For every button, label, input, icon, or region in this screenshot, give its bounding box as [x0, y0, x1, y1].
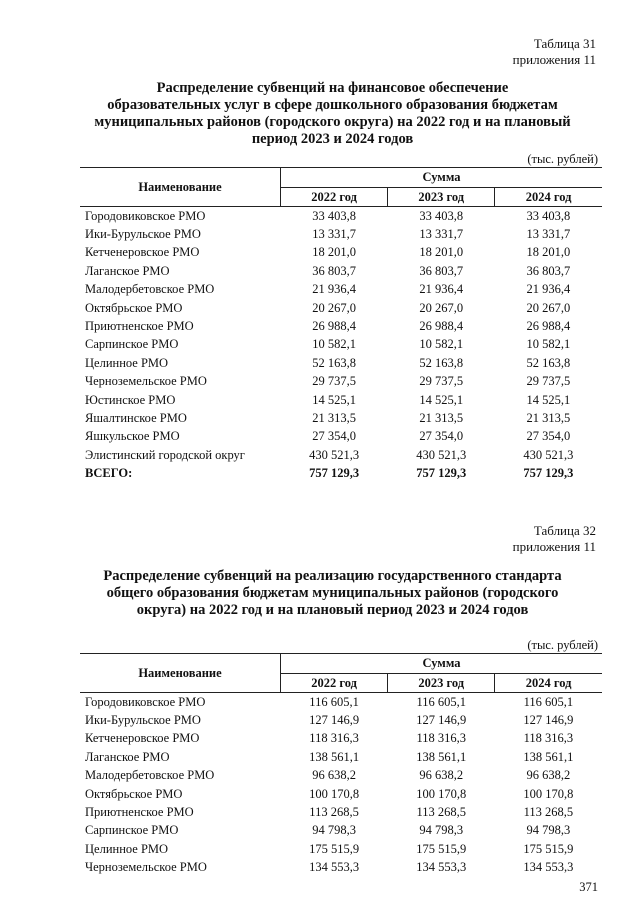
cell-value: 29 737,5: [526, 374, 571, 389]
cell-value: 118 316,3: [523, 731, 574, 746]
units-label: (тыс. рублей): [527, 638, 598, 652]
cell-name: Городовиковское РМО: [85, 208, 206, 223]
cell-value: 33 403,8: [526, 208, 571, 223]
cell-value: 21 313,5: [419, 410, 464, 425]
cell-value: 13 331,7: [312, 227, 356, 242]
cell-value: 113 268,5: [416, 805, 466, 820]
cell-value: 26 988,4: [526, 319, 571, 334]
cell-value: 134 553,3: [416, 860, 467, 875]
cell-value: 27 354,0: [526, 429, 571, 444]
cell-name: Приютненское РМО: [85, 805, 194, 820]
cell-name: Ики-Бурульское РМО: [85, 227, 201, 242]
table-row: [80, 373, 602, 391]
cell-value: 757 129,3: [416, 466, 467, 481]
table-body: [80, 693, 602, 877]
cell-value: 118 316,3: [416, 731, 466, 746]
table-row: [80, 225, 602, 243]
cell-value: 96 638,2: [312, 768, 356, 783]
title-line: общего образования бюджетам муниципальных районов (городского: [106, 585, 559, 601]
cell-value: 20 267,0: [526, 300, 571, 315]
cell-name: Октябрьское РМО: [85, 300, 183, 315]
cell-value: 100 170,8: [523, 786, 574, 801]
cell-name: Черноземельское РМО: [85, 374, 207, 389]
table-row: [80, 767, 602, 785]
cell-name: Черноземельское РМО: [85, 860, 207, 875]
cell-value: 138 561,1: [523, 749, 574, 764]
table-row: [80, 822, 602, 840]
cell-value: 175 515,9: [309, 841, 360, 856]
cell-value: 14 525,1: [526, 392, 571, 407]
cell-value: 118 316,3: [309, 731, 359, 746]
table-31-title: [60, 80, 605, 148]
cell-name: Яшалтинское РМО: [85, 410, 187, 425]
header-name: Наименование: [80, 654, 281, 693]
cell-value: 13 331,7: [419, 227, 464, 242]
cell-name: Целинное РМО: [85, 355, 169, 370]
header-sum: Сумма: [281, 654, 603, 674]
cell-value: 52 163,8: [312, 355, 356, 370]
units-label: (тыс. рублей): [527, 152, 598, 166]
cell-value: 10 582,1: [419, 337, 464, 352]
cell-value: 36 803,7: [312, 263, 356, 278]
cell-value: 21 313,5: [526, 410, 571, 425]
cell-value: 10 582,1: [526, 337, 571, 352]
header-year: 2024 год: [495, 674, 602, 693]
cell-value: 175 515,9: [523, 841, 574, 856]
table-row: [80, 730, 602, 748]
title-line: период 2023 и 2024 годов: [251, 131, 414, 147]
table-row: [80, 207, 602, 226]
header-year: 2023 год: [388, 674, 495, 693]
cell-value: 29 737,5: [419, 374, 464, 389]
cell-value: 18 201,0: [526, 245, 571, 260]
cell-value: 21 936,4: [419, 282, 464, 297]
table-row: [80, 748, 602, 766]
cell-value: 94 798,3: [419, 823, 464, 838]
cell-name: Целинное РМО: [85, 841, 169, 856]
cell-value: 138 561,1: [309, 749, 360, 764]
cell-value: 33 403,8: [312, 208, 356, 223]
cell-name: Кетченеровское РМО: [85, 731, 200, 746]
cell-value: 757 129,3: [309, 466, 360, 481]
cell-name: Лаганское РМО: [85, 263, 170, 278]
table-row: [80, 281, 602, 299]
table-row: [80, 785, 602, 803]
table-row: [80, 244, 602, 262]
table-row: [80, 428, 602, 446]
cell-value: 21 936,4: [312, 282, 356, 297]
cell-name: Приютненское РМО: [85, 319, 194, 334]
table-32: [80, 653, 602, 877]
table-row: [80, 840, 602, 858]
cell-name: ВСЕГО:: [85, 466, 133, 481]
cell-name: Октябрьское РМО: [85, 786, 183, 801]
table-31: [80, 167, 602, 483]
cell-value: 757 129,3: [523, 466, 574, 481]
caption-line: приложения 11: [512, 52, 596, 67]
cell-value: 27 354,0: [419, 429, 464, 444]
caption-line: приложения 11: [512, 539, 596, 554]
table-32-title: [60, 568, 605, 619]
table-row: [80, 317, 602, 335]
cell-name: Кетченеровское РМО: [85, 245, 200, 260]
table-row: [80, 409, 602, 427]
cell-name: Элистинский городской округ: [85, 447, 245, 462]
cell-name: Городовиковское РМО: [85, 694, 206, 709]
cell-value: 430 521,3: [309, 447, 360, 462]
cell-value: 138 561,1: [416, 749, 467, 764]
cell-value: 33 403,8: [419, 208, 464, 223]
cell-value: 430 521,3: [523, 447, 574, 462]
cell-value: 52 163,8: [526, 355, 571, 370]
table-row: [80, 336, 602, 354]
caption-line: Таблица 32: [533, 523, 596, 538]
cell-value: 116 605,1: [309, 694, 359, 709]
cell-value: 94 798,3: [312, 823, 356, 838]
cell-value: 113 268,5: [309, 805, 359, 820]
cell-value: 134 553,3: [523, 860, 574, 875]
header-year: 2024 год: [495, 188, 602, 207]
cell-value: 94 798,3: [526, 823, 571, 838]
cell-value: 116 605,1: [523, 694, 574, 709]
cell-value: 127 146,9: [523, 713, 574, 728]
cell-value: 116 605,1: [416, 694, 466, 709]
cell-value: 21 313,5: [312, 410, 356, 425]
cell-name: Сарпинское РМО: [85, 337, 179, 352]
table-row: [80, 711, 602, 729]
table-body: [80, 207, 602, 483]
title-line: Распределение субвенций на реализацию государственного стандарта: [103, 568, 562, 584]
cell-value: 96 638,2: [526, 768, 571, 783]
table-row: [80, 299, 602, 317]
table-row: [80, 859, 602, 877]
title-line: округа) на 2022 год и на плановый период 2023 и 2024 годов: [136, 602, 529, 618]
page-number: 371: [579, 880, 598, 894]
cell-value: 20 267,0: [312, 300, 356, 315]
title-line: образовательных услуг в сфере дошкольного образования бюджетам: [107, 97, 558, 113]
table-row: [80, 693, 602, 712]
cell-value: 430 521,3: [416, 447, 467, 462]
cell-value: 52 163,8: [419, 355, 464, 370]
cell-value: 18 201,0: [419, 245, 464, 260]
cell-value: 113 268,5: [523, 805, 574, 820]
table-row: [80, 391, 602, 409]
title-line: Распределение субвенций на финансовое обеспечение: [156, 80, 509, 96]
cell-value: 18 201,0: [312, 245, 356, 260]
caption-line: Таблица 31: [533, 36, 596, 51]
cell-value: 27 354,0: [312, 429, 356, 444]
cell-name: Малодербетовское РМО: [85, 768, 215, 783]
header-year: 2022 год: [281, 188, 388, 207]
cell-name: Сарпинское РМО: [85, 823, 179, 838]
table-row: [80, 446, 602, 464]
cell-value: 36 803,7: [419, 263, 464, 278]
table-row: [80, 803, 602, 821]
table-total-row: [80, 464, 602, 482]
table-row: [80, 354, 602, 372]
cell-value: 29 737,5: [312, 374, 356, 389]
cell-value: 96 638,2: [419, 768, 464, 783]
header-year: 2023 год: [388, 188, 495, 207]
cell-value: 26 988,4: [312, 319, 356, 334]
cell-value: 20 267,0: [419, 300, 464, 315]
cell-value: 21 936,4: [526, 282, 571, 297]
cell-value: 100 170,8: [416, 786, 467, 801]
cell-value: 13 331,7: [526, 227, 571, 242]
cell-name: Ики-Бурульское РМО: [85, 713, 201, 728]
table-32-caption: [513, 523, 596, 555]
cell-value: 10 582,1: [312, 337, 356, 352]
header-sum: Сумма: [281, 168, 603, 188]
cell-value: 127 146,9: [309, 713, 360, 728]
cell-name: Малодербетовское РМО: [85, 282, 215, 297]
cell-name: Лаганское РМО: [85, 749, 170, 764]
cell-value: 36 803,7: [526, 263, 571, 278]
table-31-caption: [513, 36, 596, 68]
cell-value: 127 146,9: [416, 713, 467, 728]
header-name: Наименование: [80, 168, 281, 207]
cell-value: 100 170,8: [309, 786, 360, 801]
cell-name: Юстинское РМО: [85, 392, 176, 407]
table-row: [80, 262, 602, 280]
header-year: 2022 год: [281, 674, 388, 693]
cell-value: 14 525,1: [419, 392, 464, 407]
cell-value: 14 525,1: [312, 392, 356, 407]
cell-value: 175 515,9: [416, 841, 467, 856]
cell-value: 134 553,3: [309, 860, 360, 875]
cell-value: 26 988,4: [419, 319, 464, 334]
title-line: муниципальных районов (городского округа) на 2022 год и на плановый: [94, 114, 571, 130]
cell-name: Яшкульское РМО: [85, 429, 180, 444]
